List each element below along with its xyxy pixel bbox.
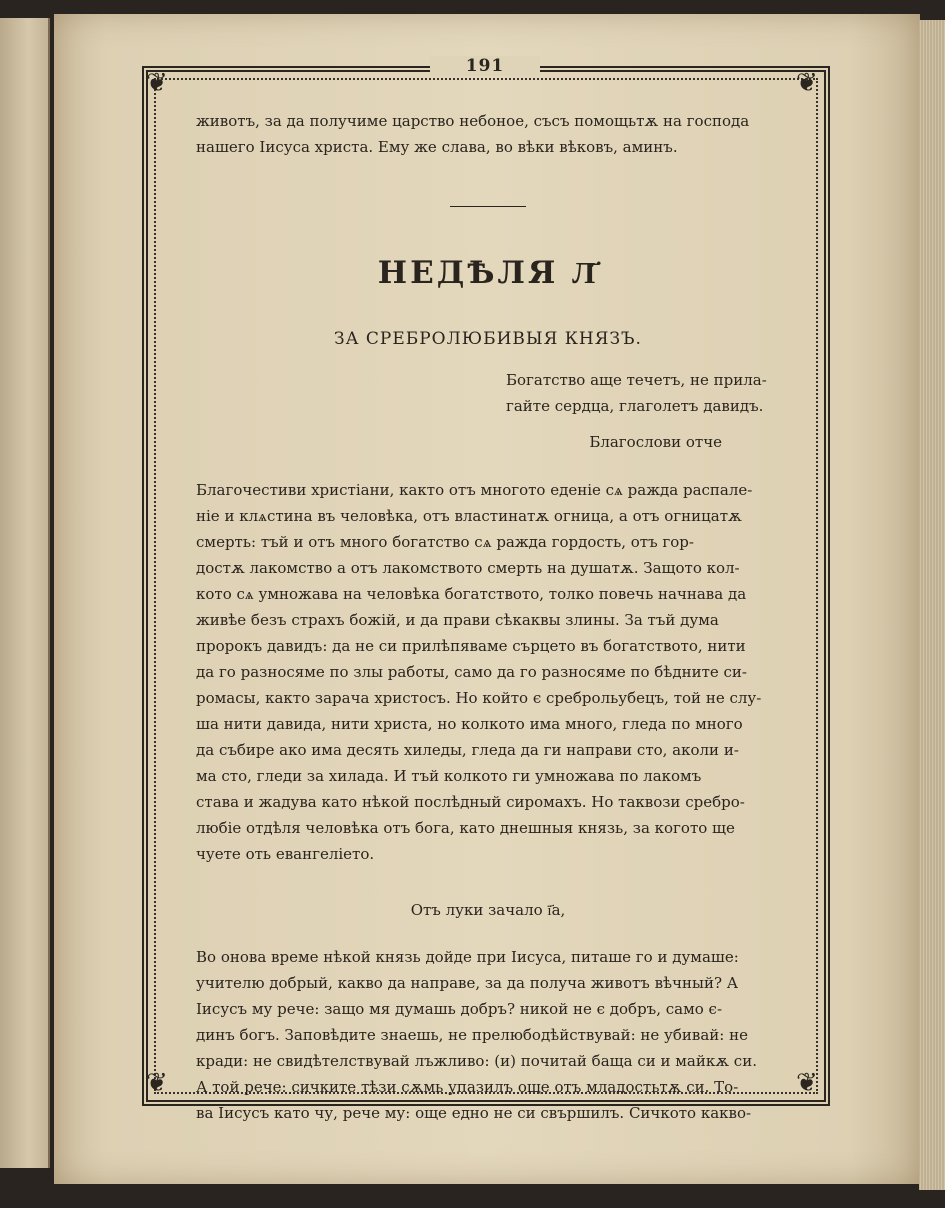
text-line: Богатство аще течетъ, не прила- [506,371,767,389]
text-line: животъ, за да получиме царство небоное, съсъ помощьтѫ на господа [196,112,750,130]
facing-page-edge [0,18,50,1168]
text-line: достѫ лакомство а отъ лакомството смерть на душатѫ. Защото кол- [196,559,740,577]
corner-ornament-icon: ❦ [146,68,168,98]
text-line: ва Іисусъ като чу, рече му: още едно не си свършилъ. Сичкото какво- [196,1104,752,1122]
corner-ornament-icon: ❦ [796,1068,818,1098]
text-line: ша нити давида, нити христа, но колкото има много, гледа по много [196,715,743,733]
gospel-reading-title: Отъ луки зачало ї҃а, [410,901,566,919]
gospel-paragraph [196,944,780,1126]
page-stack-edges [919,20,945,1190]
chapter-subheading: ЗА СРЕБРОЛЮБИВЫЯ КНЯЗЪ. [334,329,642,349]
text-line: да събире ако има десять хиледы, гледа да ги направи сто, аколи и- [196,741,739,759]
sermon-paragraph [196,477,780,867]
chapter-heading: НЕДѢЛЯ Л҃ [377,255,599,291]
text-line: А той рече: сичките тѣзи сѫмь упазилъ още отъ младостьтѫ си. То- [196,1078,739,1096]
text-line: гайте сердца, глаголетъ давидъ. [506,397,764,415]
section-divider [450,206,526,207]
text-line: ніе и клѧстина въ человѣка, отъ властинатѫ огница, а отъ огницатѫ [196,507,742,525]
text-line: Во онова време нѣкой князь дойде при Іисуса, питаше го и думаше: [196,948,739,966]
text-line: чуете оть евангеліето. [196,845,375,863]
text-line: да го разносяме по злы работы, само да го разносяме по бѣдните си- [196,663,747,681]
text-line: пророкъ давидъ: да не си прилѣпяваме сърцето въ богатството, нити [196,637,746,655]
epigraph [506,367,780,419]
text-line: Благочестиви христіани, както отъ многото еденіе сѧ ражда распале- [196,481,753,499]
text-line: кради: не свидѣтелствувай лъжливо: (и) почитай баща си и майкѫ си. [196,1052,757,1070]
page-content [196,108,780,1126]
corner-ornament-icon: ❦ [796,68,818,98]
text-line: ма сто, гледи за хилада. И тъй колкото ги умножава по лакомъ [196,767,702,785]
text-line: учителю добрый, какво да направе, за да получа животъ вѣчный? А [196,974,739,992]
text-line: живѣе безъ страхъ божій, и да прави сѣкаквы злины. За тъй дума [196,611,719,629]
text-line: ромасы, както зарача христосъ. Но който є среброльубецъ, той не слу- [196,689,762,707]
text-line: става и жадува като нѣкой послѣдный сиромахъ. Но таквози сребро- [196,793,745,811]
text-line: смерть: тъй и отъ много богатство сѧ ражда гордость, отъ гор- [196,533,694,551]
text-line: нашего Іисуса христа. Ему же слава, во вѣки вѣковъ, аминъ. [196,138,678,156]
page-number: 191 [430,56,540,76]
text-line: кото сѧ умножава на человѣка богатството, толко повечь начнава да [196,585,747,603]
text-line: динъ богъ. Заповѣдите знаешь, не прелюбодѣйствувай: не убивай: не [196,1026,748,1044]
text-line: любіе отдѣля человѣка отъ бога, като днешныя князь, за когото ще [196,819,735,837]
blessing-line: Благослови отче [589,433,722,451]
top-paragraph [196,108,780,160]
corner-ornament-icon: ❦ [146,1068,168,1098]
text-line: Іисусъ му рече: защо мя думашь добръ? никой не є добръ, само є- [196,1000,723,1018]
